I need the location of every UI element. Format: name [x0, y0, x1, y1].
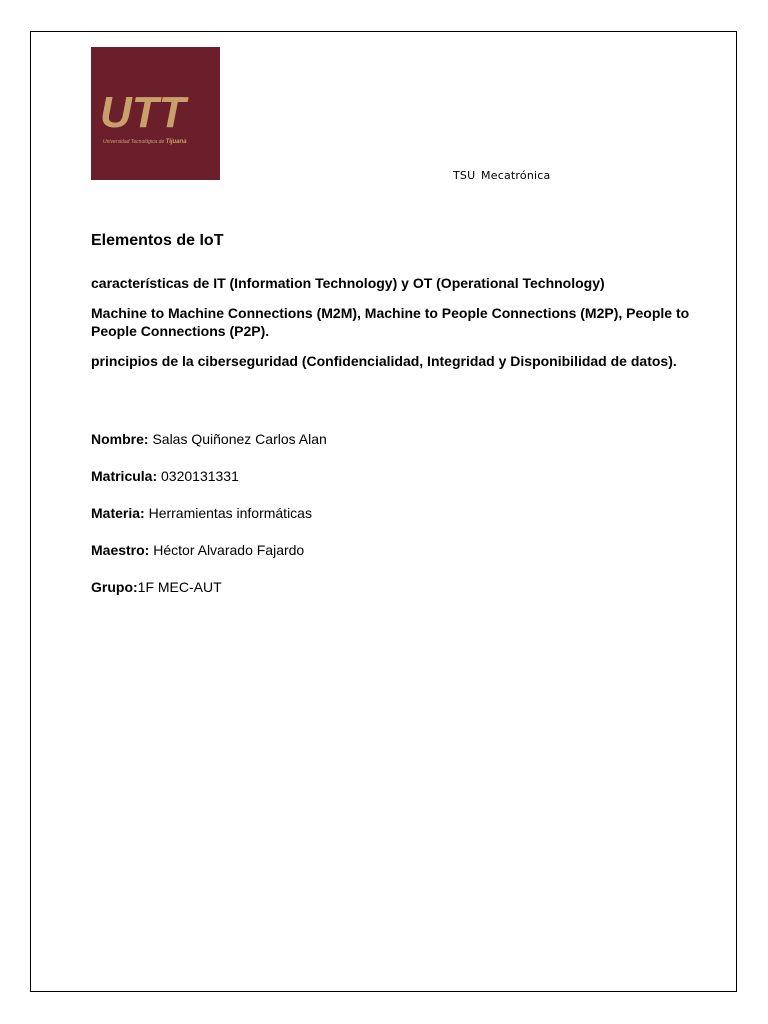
name-label: Nombre: [91, 431, 149, 447]
group-label: Grupo: [91, 579, 138, 595]
subject-field [91, 504, 691, 522]
logo-tagline-city: Tijuana [165, 139, 187, 145]
svg-text:Universidad Tecnológica de [103, 139, 187, 145]
topic-list [91, 274, 691, 382]
id-field [91, 467, 691, 485]
document-title: Elementos de IoT [91, 232, 224, 249]
teacher-field [91, 541, 691, 559]
teacher-value: Héctor Alvarado Fajardo [149, 542, 305, 558]
name-value: Salas Quiñonez Carlos Alan [148, 431, 327, 447]
student-info [91, 430, 691, 615]
university-logo [91, 47, 220, 180]
id-value: 0320131331 [157, 468, 239, 484]
id-label: Matricula: [91, 468, 158, 484]
teacher-label: Maestro: [91, 542, 150, 558]
logo-acronym: UTT [100, 88, 186, 137]
document-page [30, 31, 737, 992]
logo-tagline-prefix: Universidad Tecnológica de [103, 139, 165, 145]
topic-item: características de IT (Information Technology) y OT (Operational Technology) [91, 275, 605, 291]
group-value: 1F MEC-AUT [137, 579, 222, 595]
utt-logo-mark [91, 47, 220, 180]
subject-value: Herramientas informáticas [144, 505, 312, 521]
group-field [91, 578, 691, 596]
topic-item: principios de la ciberseguridad (Confidencialidad, Integridad y Disponibilidad de datos). [91, 353, 677, 369]
subject-label: Materia: [91, 505, 145, 521]
name-field [91, 430, 691, 448]
topic-item: Machine to Machine Connections (M2M), Machine to People Connections (M2P), People to People Connections (P2P). [91, 305, 690, 339]
career-label: TSU Mecatrónica [453, 169, 551, 182]
